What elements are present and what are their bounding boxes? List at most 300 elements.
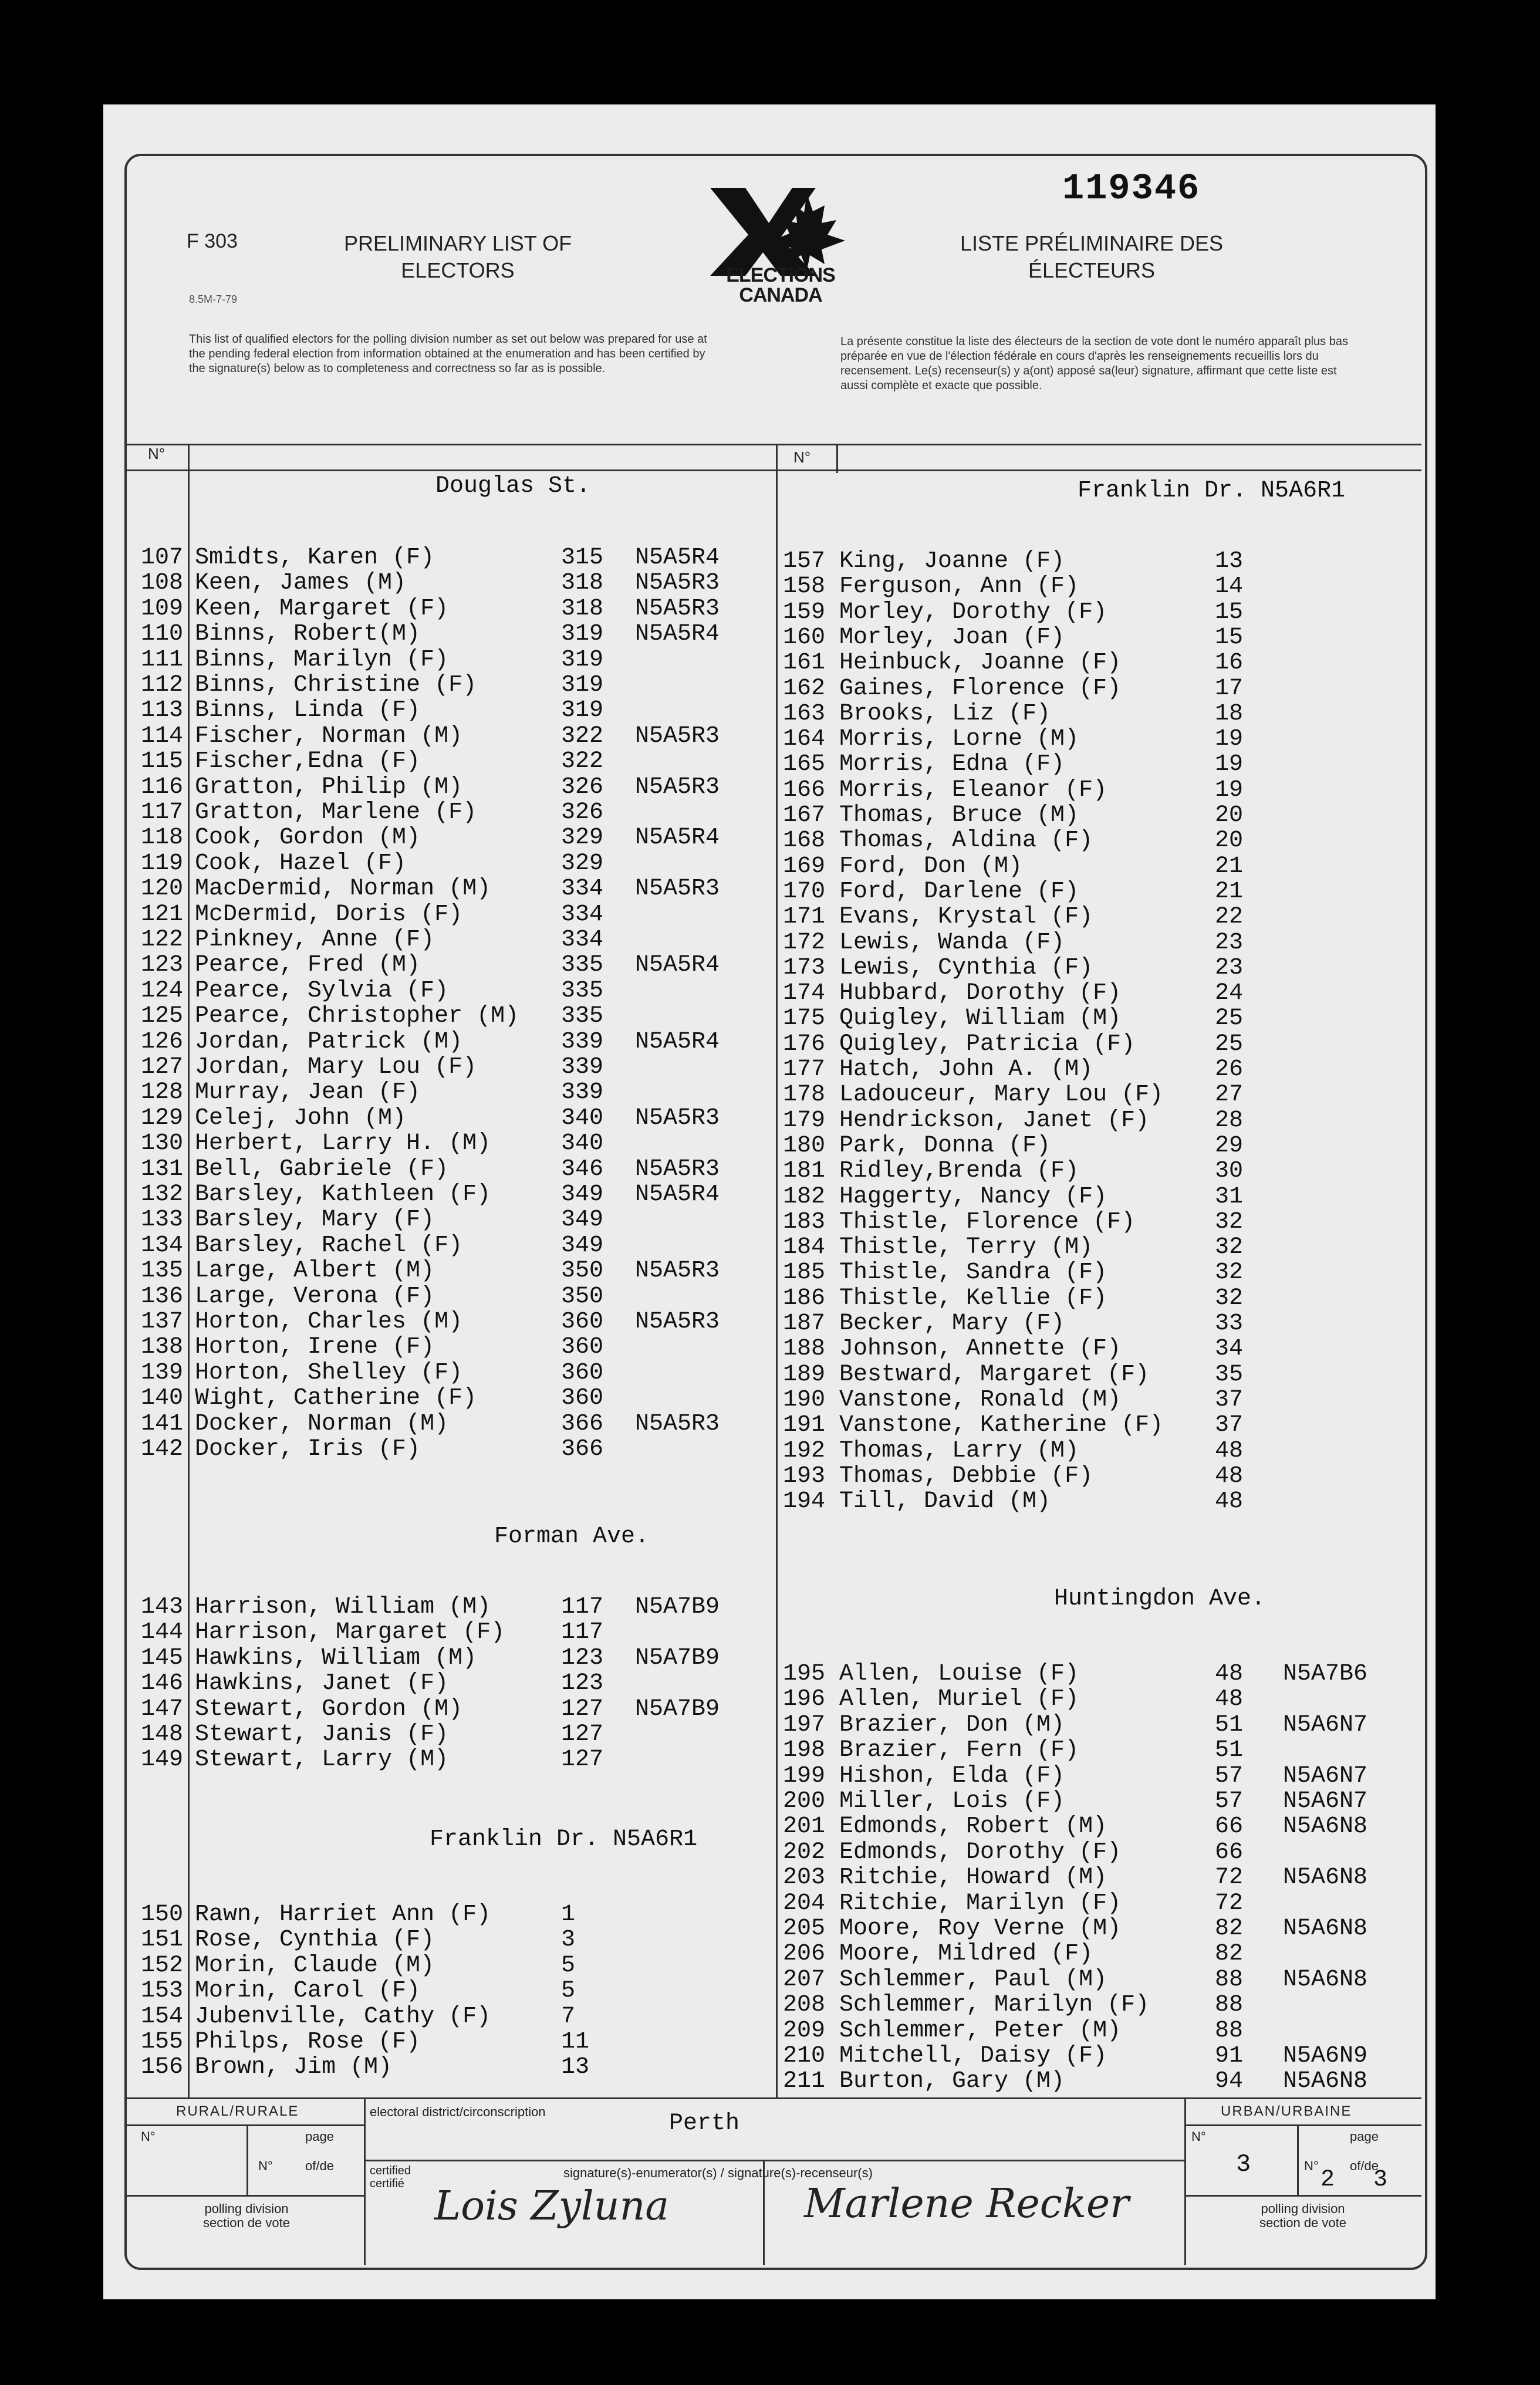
list-item	[0, 1285, 1540, 1310]
elector-number: 108	[140, 570, 183, 597]
elector-number: 208	[782, 1992, 825, 2019]
postal-code: N5A5R3	[635, 773, 720, 800]
street-number: 322	[561, 748, 604, 775]
elector-number: 173	[782, 954, 825, 981]
postal-code: N5A7B9	[635, 1594, 720, 1620]
elector-name: Thomas, Bruce (M)	[839, 802, 1079, 829]
polling-number: 3	[1236, 2150, 1251, 2178]
street-number: 335	[561, 977, 604, 1004]
elector-name: Brown, Jim (M)	[195, 2054, 393, 2081]
elector-number: 192	[782, 1437, 825, 1464]
elector-number: 129	[140, 1104, 183, 1131]
elector-number: 120	[140, 876, 183, 903]
street-number: 32	[1215, 1208, 1244, 1235]
list-item	[0, 1234, 1540, 1259]
elector-number: 125	[140, 1003, 183, 1030]
elector-number: 198	[782, 1737, 825, 1764]
elector-number: 140	[140, 1385, 183, 1412]
elector-number: 160	[782, 624, 825, 651]
elector-number: 203	[782, 1864, 825, 1891]
elector-name: Brazier, Fern (F)	[839, 1737, 1079, 1764]
list-item	[0, 1209, 1540, 1234]
elector-number: 207	[782, 1966, 825, 1993]
street-number: 48	[1215, 1686, 1244, 1713]
elector-number: 191	[782, 1412, 825, 1439]
elector-name: Thomas, Debbie (F)	[839, 1462, 1093, 1489]
elector-name: Philps, Rose (F)	[195, 2029, 421, 2055]
elector-number: 175	[782, 1005, 825, 1032]
elector-number: 109	[140, 595, 183, 622]
postal-code: N5A6N7	[1283, 1762, 1368, 1789]
elector-number: 167	[782, 802, 825, 829]
elector-number: 172	[782, 929, 825, 956]
list-item	[0, 1661, 1540, 1686]
list-item	[0, 1619, 1540, 1644]
elector-number: 195	[782, 1661, 825, 1687]
street-number: 24	[1215, 980, 1244, 1007]
street-number: 66	[1215, 1813, 1244, 1840]
elector-name: Binns, Christine (F)	[195, 672, 477, 698]
list-item	[0, 1359, 1540, 1388]
maple-leaf-x-icon	[704, 182, 857, 276]
street-number: 88	[1215, 1992, 1244, 2019]
list-item	[0, 955, 1540, 980]
elector-number: 115	[140, 748, 183, 775]
street-number: 72	[1215, 1864, 1244, 1891]
elector-number: 171	[782, 904, 825, 931]
street-number: 31	[1215, 1183, 1244, 1210]
list-item	[0, 1813, 1540, 1839]
street-number: 88	[1215, 1966, 1244, 1993]
street-number: 20	[1215, 802, 1244, 829]
street-number: 319	[561, 672, 604, 698]
street-number: 35	[1215, 1361, 1244, 1388]
elector-name: Stewart, Gordon (M)	[195, 1695, 463, 1722]
elector-name: Allen, Louise (F)	[839, 1661, 1079, 1687]
elector-number: 144	[140, 1619, 183, 1646]
elector-name: Celej, John (M)	[195, 1104, 407, 1131]
list-item	[0, 1438, 1540, 1463]
elector-number: 187	[782, 1310, 825, 1337]
footer-top-line	[126, 2097, 1421, 2099]
street-number: 23	[1215, 929, 1244, 956]
street-number: 334	[561, 901, 604, 928]
elector-name: Ritchie, Howard (M)	[839, 1864, 1107, 1891]
street-number: 15	[1215, 599, 1244, 626]
elector-name: Pearce, Fred (M)	[195, 952, 421, 979]
street-number: 346	[561, 1156, 604, 1183]
title-en-line1: PRELIMINARY LIST OF	[343, 231, 572, 255]
elector-name: Horton, Irene (F)	[195, 1334, 435, 1361]
postal-code: N5A6N8	[1283, 1916, 1368, 1942]
street-number: 15	[1215, 624, 1244, 651]
postal-code: N5A5R3	[635, 1258, 720, 1285]
elector-number: 209	[782, 2017, 825, 2044]
street-number: 127	[561, 1746, 604, 1773]
elector-name: Schlemmer, Marilyn (F)	[839, 1992, 1150, 2019]
rural-polling-label: polling division section de vote	[203, 2201, 290, 2231]
elector-number: 179	[782, 1107, 825, 1134]
street-number: 322	[561, 722, 604, 749]
street-number: 30	[1215, 1158, 1244, 1185]
elections-canada-logo	[704, 182, 857, 305]
elector-number: 180	[782, 1132, 825, 1159]
street-number: 21	[1215, 853, 1244, 880]
list-item	[0, 1463, 1540, 1488]
postal-code: N5A5R3	[635, 1104, 720, 1131]
elector-name: Thistle, Kellie (F)	[839, 1285, 1107, 1312]
street-number: 339	[561, 1028, 604, 1055]
elector-name: Quigley, William (M)	[839, 1005, 1122, 1032]
street-number: 29	[1215, 1132, 1244, 1159]
street-number: 350	[561, 1283, 604, 1310]
street-number: 32	[1215, 1234, 1244, 1261]
logo-text-2: CANADA	[739, 284, 822, 306]
elector-number: 205	[782, 1916, 825, 1942]
elector-number: 169	[782, 853, 825, 880]
street-number: 360	[561, 1334, 604, 1361]
elector-name: Thistle, Florence (F)	[839, 1208, 1136, 1235]
elector-number: 107	[140, 545, 183, 571]
street-number: 25	[1215, 1031, 1244, 1058]
list-item	[0, 1712, 1540, 1737]
elector-name: Morley, Dorothy (F)	[839, 599, 1107, 626]
elector-name: Morley, Joan (F)	[839, 624, 1065, 651]
elector-number: 150	[140, 1901, 183, 1928]
elector-number: 130	[140, 1130, 183, 1157]
elector-number: 162	[782, 675, 825, 702]
list-item	[0, 1839, 1540, 1864]
street-number: 339	[561, 1054, 604, 1080]
elector-number: 196	[782, 1686, 825, 1713]
elector-number: 188	[782, 1336, 825, 1363]
list-item	[0, 599, 1540, 624]
footer-line-i	[1297, 2124, 1299, 2195]
rural-page-label: page	[305, 2129, 334, 2144]
street-number: 329	[561, 825, 604, 852]
list-item	[0, 1158, 1540, 1183]
elector-number: 156	[140, 2054, 183, 2081]
list-item	[0, 1864, 1540, 1890]
elector-name: Jubenville, Cathy (F)	[195, 2003, 491, 2030]
rural-label: RURAL/RURALE	[176, 2103, 299, 2119]
list-item	[0, 1310, 1540, 1336]
elector-number: 165	[782, 751, 825, 778]
street-number: 326	[561, 799, 604, 826]
list-item	[0, 624, 1540, 650]
elector-name: Mitchell, Daisy (F)	[839, 2043, 1107, 2069]
elector-name: Binns, Linda (F)	[195, 697, 421, 724]
elector-number: 185	[782, 1259, 825, 1286]
elector-number: 126	[140, 1028, 183, 1055]
rural-of-label: of/de	[305, 2158, 334, 2173]
list-item	[0, 1412, 1540, 1437]
street-number: 350	[561, 1258, 604, 1285]
street-number: 5	[561, 1978, 576, 2005]
urban-of-label: of/de	[1350, 2158, 1379, 2173]
postal-code: N5A7B9	[635, 1644, 720, 1671]
urban-polling-label: polling division section de vote	[1259, 2201, 1346, 2231]
elector-name: Brazier, Don (M)	[839, 1711, 1065, 1738]
street-number: 360	[561, 1359, 604, 1386]
postal-code: N5A6N9	[1283, 2043, 1368, 2069]
street-number: 37	[1215, 1386, 1244, 1413]
elector-number: 182	[782, 1183, 825, 1210]
elector-number: 145	[140, 1644, 183, 1671]
elector-name: Thistle, Sandra (F)	[839, 1259, 1107, 1286]
elector-name: Horton, Shelley (F)	[195, 1359, 463, 1386]
street-number: 51	[1215, 1737, 1244, 1764]
street-number: 1	[561, 1901, 576, 1928]
elector-name: Moore, Mildred (F)	[839, 1941, 1093, 1968]
street-number: 127	[561, 1695, 604, 1722]
elector-name: Thomas, Larry (M)	[839, 1437, 1079, 1464]
elector-name: Becker, Mary (F)	[839, 1310, 1065, 1337]
elector-name: Morris, Edna (F)	[839, 751, 1065, 778]
list-item	[0, 2018, 1540, 2043]
list-item	[0, 1916, 1540, 1941]
elector-name: Smidts, Karen (F)	[195, 545, 435, 571]
elector-number: 170	[782, 878, 825, 905]
elector-name: Murray, Jean (F)	[195, 1079, 421, 1106]
elector-number: 136	[140, 1283, 183, 1310]
street-number: 340	[561, 1104, 604, 1131]
elector-name: Cook, Hazel (F)	[195, 850, 407, 877]
list-item	[0, 1082, 1540, 1107]
elector-name: Binns, Marilyn (F)	[195, 646, 449, 673]
list-item	[0, 1133, 1540, 1158]
title-en	[317, 230, 599, 284]
postal-code: N5A5R4	[635, 825, 720, 852]
elector-name: Burton, Gary (M)	[839, 2068, 1065, 2095]
list-item	[0, 675, 1540, 701]
street-number: 349	[561, 1232, 604, 1259]
list-item	[0, 930, 1540, 955]
urban-no-label: N°	[1191, 2129, 1206, 2144]
title-fr-line1: LISTE PRÉLIMINAIRE DES	[960, 231, 1224, 255]
list-item	[0, 1056, 1540, 1082]
street-number: 117	[561, 1619, 604, 1646]
elector-number: 116	[140, 773, 183, 800]
left-no-header: N°	[148, 445, 166, 462]
street-number: 319	[561, 697, 604, 724]
elector-name: Docker, Iris (F)	[195, 1436, 421, 1462]
elector-name: Morin, Claude (M)	[195, 1952, 435, 1979]
elector-name: Bell, Gabriele (F)	[195, 1156, 449, 1183]
elector-name: Lewis, Cynthia (F)	[839, 954, 1093, 981]
elector-name: Schlemmer, Peter (M)	[839, 2017, 1122, 2044]
elector-number: 176	[782, 1031, 825, 1058]
elector-number: 159	[782, 599, 825, 626]
street-number: 334	[561, 876, 604, 903]
print-code: 8.5M-7-79	[189, 293, 238, 305]
elector-name: Moore, Roy Verne (M)	[839, 1916, 1122, 1942]
signature-1: Lois Zyluna	[434, 2183, 669, 2229]
street-number: 48	[1215, 1661, 1244, 1687]
street-number: 366	[561, 1436, 604, 1462]
postal-code: N5A5R4	[635, 1028, 720, 1055]
elector-name: Hawkins, William (M)	[195, 1644, 477, 1671]
elector-number: 131	[140, 1156, 183, 1183]
street-number: 318	[561, 595, 604, 622]
elector-number: 124	[140, 977, 183, 1004]
elector-number: 202	[782, 1839, 825, 1866]
elector-number: 146	[140, 1670, 183, 1697]
elector-name: Docker, Norman (M)	[195, 1410, 449, 1437]
elector-number: 112	[140, 672, 183, 698]
street-number: 127	[561, 1721, 604, 1748]
elector-number: 174	[782, 980, 825, 1007]
street-number: 25	[1215, 1005, 1244, 1032]
postal-code: N5A6N8	[1283, 1813, 1368, 1840]
list-item	[0, 1763, 1540, 1788]
title-fr-line2: ÉLECTEURS	[1028, 258, 1156, 282]
elector-name: Allen, Muriel (F)	[839, 1686, 1079, 1713]
elector-name: Stewart, Janis (F)	[195, 1721, 449, 1748]
elector-name: Rawn, Harriet Ann (F)	[195, 1901, 491, 1928]
postal-code: N5A6N8	[1283, 1966, 1368, 1993]
rural-no-label-2: N°	[258, 2158, 273, 2173]
list-item	[0, 853, 1540, 879]
street-number: 318	[561, 570, 604, 597]
street-number: 57	[1215, 1762, 1244, 1789]
elector-name: Lewis, Wanda (F)	[839, 929, 1065, 956]
elector-name: Herbert, Larry H. (M)	[195, 1130, 491, 1157]
signature-2: Marlene Recker	[804, 2181, 1129, 2227]
header-divider-2	[126, 469, 1421, 471]
street-number: 82	[1215, 1916, 1244, 1942]
postal-code: N5A6N7	[1283, 1711, 1368, 1738]
street-number: 334	[561, 927, 604, 953]
street-number: 19	[1215, 751, 1244, 778]
list-item	[0, 573, 1540, 599]
elector-number: 113	[140, 697, 183, 724]
street-number: 33	[1215, 1310, 1244, 1337]
street-number: 19	[1215, 726, 1244, 753]
street-number: 117	[561, 1594, 604, 1620]
elector-name: Morin, Carol (F)	[195, 1978, 421, 2005]
street-number: 48	[1215, 1462, 1244, 1489]
elector-name: Vanstone, Ronald (M)	[839, 1386, 1122, 1413]
street-number: 82	[1215, 1941, 1244, 1968]
street-number: 315	[561, 545, 604, 571]
elector-number: 111	[140, 646, 183, 673]
elector-name: Hawkins, Janet (F)	[195, 1670, 449, 1697]
elector-name: Brooks, Liz (F)	[839, 700, 1051, 727]
elector-number: 206	[782, 1941, 825, 1968]
postal-code: N5A6N8	[1283, 2068, 1368, 2095]
elector-number: 210	[782, 2043, 825, 2069]
list-item	[0, 1686, 1540, 1711]
district-name: Perth	[669, 2110, 740, 2137]
postal-code: N5A5R3	[635, 1156, 720, 1183]
elector-name: Pinkney, Anne (F)	[195, 927, 435, 953]
elector-name: Pearce, Christopher (M)	[195, 1003, 519, 1030]
serial-number: 119346	[1062, 168, 1201, 210]
signature-label: signature(s)-enumerator(s) / signature(s)-recenseur(s)	[563, 2166, 873, 2180]
elector-name: Edmonds, Robert (M)	[839, 1813, 1107, 1840]
street-number: 21	[1215, 878, 1244, 905]
list-item	[0, 726, 1540, 751]
elector-name: Ladouceur, Mary Lou (F)	[839, 1082, 1164, 1109]
elector-number: 123	[140, 952, 183, 979]
footer-line-c	[126, 2124, 364, 2126]
elector-number: 133	[140, 1207, 183, 1234]
elector-name: Park, Donna (F)	[839, 1132, 1051, 1159]
street-number: 27	[1215, 1082, 1244, 1109]
street-number: 23	[1215, 954, 1244, 981]
elector-name: Hatch, John A. (M)	[839, 1056, 1093, 1083]
elector-name: Ford, Darlene (F)	[839, 878, 1079, 905]
list-item	[0, 1028, 1540, 1058]
street-number: 123	[561, 1670, 604, 1697]
elector-number: 190	[782, 1386, 825, 1413]
street-heading: Douglas St.	[435, 473, 591, 499]
elector-name: Jordan, Mary Lou (F)	[195, 1054, 477, 1080]
elector-number: 186	[782, 1285, 825, 1312]
elector-name: Miller, Lois (F)	[839, 1788, 1065, 1815]
elector-number: 151	[140, 1927, 183, 1954]
elector-number: 132	[140, 1181, 183, 1208]
elector-number: 148	[140, 1721, 183, 1748]
list-item	[0, 2068, 1540, 2093]
street-number: 17	[1215, 675, 1244, 702]
elector-name: Hendrickson, Janet (F)	[839, 1107, 1150, 1134]
elector-number: 178	[782, 1082, 825, 1109]
intro-english: This list of qualified electors for the polling division number as set out below was prepared for use at the pending federal election from information obtained at the enumeration and has been certified by the signature(s) below as to completeness and correctness so far as is possible.	[189, 333, 707, 375]
elector-name: Morris, Eleanor (F)	[839, 776, 1107, 803]
elector-number: 157	[782, 548, 825, 575]
elector-number: 181	[782, 1158, 825, 1185]
postal-code: N5A6N7	[1283, 1788, 1368, 1815]
postal-code: N5A5R3	[635, 1410, 720, 1437]
elector-number: 110	[140, 621, 183, 648]
elector-name: Gratton, Marlene (F)	[195, 799, 477, 826]
elector-number: 149	[140, 1746, 183, 1773]
elector-number: 168	[782, 827, 825, 854]
elector-number: 117	[140, 799, 183, 826]
elector-name: Hishon, Elda (F)	[839, 1762, 1065, 1789]
elector-number: 114	[140, 722, 183, 749]
list-item	[0, 1104, 1540, 1134]
street-number: 7	[561, 2003, 576, 2030]
elector-number: 200	[782, 1788, 825, 1815]
street-number: 326	[561, 773, 604, 800]
elector-number: 161	[782, 650, 825, 677]
elector-name: Johnson, Annette (F)	[839, 1336, 1122, 1363]
elector-number: 118	[140, 825, 183, 852]
elector-name: McDermid, Doris (F)	[195, 901, 463, 928]
elector-number: 143	[140, 1594, 183, 1620]
elector-name: Fischer, Norman (M)	[195, 722, 463, 749]
elector-number: 201	[782, 1813, 825, 1840]
elector-number: 121	[140, 901, 183, 928]
street-number: 51	[1215, 1711, 1244, 1738]
footer-line-g	[1184, 2195, 1421, 2197]
postal-code: N5A5R4	[635, 545, 720, 571]
list-item	[0, 1259, 1540, 1285]
elector-number: 177	[782, 1056, 825, 1083]
street-number: 16	[1215, 650, 1244, 677]
elector-name: Till, David (M)	[839, 1488, 1051, 1515]
street-number: 335	[561, 1003, 604, 1030]
elector-name: Keen, Margaret (F)	[195, 595, 449, 622]
elector-number: 127	[140, 1054, 183, 1080]
list-item	[0, 1488, 1540, 1514]
elector-number: 183	[782, 1208, 825, 1235]
elector-name: Fischer,Edna (F)	[195, 748, 421, 775]
street-number: 37	[1215, 1412, 1244, 1439]
